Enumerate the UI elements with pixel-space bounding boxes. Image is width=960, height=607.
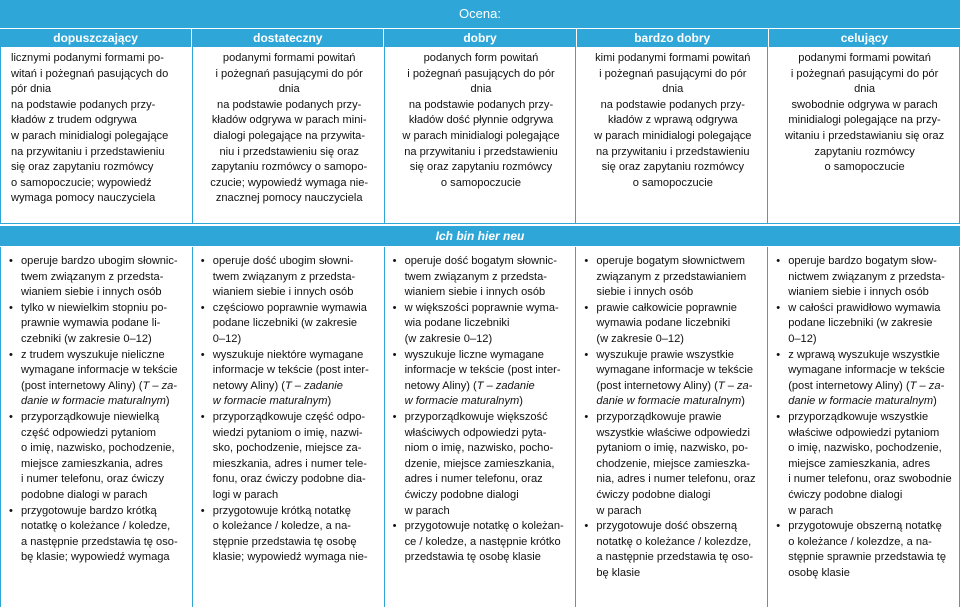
criteria-line: na przywitaniu i przedstawieniu — [404, 145, 558, 158]
criteria-line: wymagane informacje w tekście — [596, 364, 753, 377]
criteria-line: nia, adres i numer telefonu, oraz — [596, 473, 756, 486]
grade-4-header: bardzo dobry — [577, 29, 769, 47]
criteria-line: • przyporządkowuje większość — [404, 410, 548, 423]
criteria-line: • z trudem wyszukuje nieliczne — [21, 348, 165, 361]
grade-5-header: celujący — [840, 31, 889, 45]
section-cell-grade-4 — [576, 247, 768, 607]
criteria-line: dialogi polegające na przywita- — [213, 129, 366, 142]
criteria-line: i pożegnań pasującymi do pór — [215, 67, 363, 80]
criteria-line: • przyporządkowuje prawie — [596, 410, 722, 423]
grade-1-header: dopuszczający — [0, 29, 192, 47]
criteria-line: • operuje bardzo ubogim słownic- — [21, 255, 178, 267]
criteria-line: podanymi formami powitań — [798, 52, 931, 64]
criteria-line: • z wprawą wyszukuje wszystkie — [788, 348, 940, 361]
criteria-line: wymawia podane liczebniki — [596, 317, 731, 330]
criteria-line: • w całości prawidłowo wymawia — [788, 301, 941, 314]
criteria-line: w parach — [788, 504, 834, 517]
criteria-line: kładów odgrywa w parach mini- — [211, 114, 367, 127]
criteria-line: • tylko w niewielkim stopniu po- — [21, 301, 168, 314]
criteria-line: netowy Aliny) (T – zadanie — [404, 379, 535, 392]
criteria-line: wianiem siebie i innych osób — [404, 286, 546, 299]
criteria-line: wianiem siebie i innych osób — [788, 286, 929, 299]
criteria-line: i pożegnań pasującymi do pór — [599, 67, 747, 80]
criteria-line: licznymi podanymi formami po- — [11, 52, 164, 64]
criteria-line: kimi podanymi formami powitań — [595, 52, 751, 64]
criteria-line: pytaniom o imię, nazwisko, po- — [596, 442, 749, 455]
criteria-cell-grade-3 — [385, 47, 577, 223]
criteria-line: w parach minidialogi polegające — [594, 129, 752, 142]
criteria-bullet — [393, 348, 570, 410]
criteria-line: na podstawie podanych przy- — [408, 98, 554, 111]
criteria-bullet — [776, 410, 953, 519]
criteria-line: netowy Aliny) (T – zadanie — [212, 379, 343, 392]
criteria-bullet — [584, 348, 761, 410]
criteria-line: adres i numer telefonu, oraz — [404, 473, 543, 486]
criteria-line: ćwiczy podobne dialogi — [788, 488, 903, 501]
criteria-line: 0–12) — [788, 332, 817, 345]
criteria-bullet — [776, 519, 953, 581]
criteria-line: informacje w tekście (post inter- — [212, 364, 369, 377]
section-cell-grade-5 — [768, 247, 960, 607]
criteria-bullet — [201, 348, 378, 410]
criteria-line: a następnie przedstawia tę oso- — [596, 551, 754, 564]
criteria-line: się oraz zapytaniu rozmówcy — [409, 161, 553, 174]
grade-3-header: dobry — [384, 29, 576, 47]
criteria-bullet — [584, 301, 761, 348]
criteria-line: prawnie wymawia podane li- — [21, 317, 161, 330]
criteria-bullet — [201, 301, 378, 348]
criteria-line: (post internetowy Aliny) (T – za- — [596, 379, 753, 392]
criteria-bullet — [201, 410, 378, 504]
criteria-line: miejsce zamieszkania, adres — [788, 457, 930, 470]
criteria-line: na podstawie podanych przy- — [600, 98, 745, 111]
criteria-line: i numer telefonu, oraz ćwiczy — [21, 473, 165, 486]
criteria-line: notatkę o koleżance / koledze, — [21, 520, 171, 533]
criteria-line: na przywitaniu i przedstawieniu — [11, 145, 165, 158]
criteria-line: przedstawia tę osobę klasie — [404, 551, 541, 564]
criteria-bullet — [9, 410, 186, 504]
criteria-line: bę klasie — [596, 566, 641, 579]
criteria-line: kładów z trudem odgrywa — [11, 114, 137, 127]
criteria-bullet — [393, 519, 570, 566]
criteria-line: w formacie maturalnym) — [404, 395, 523, 408]
criteria-line: twem związanym z przedsta- — [404, 270, 548, 283]
criteria-bullet — [776, 348, 953, 410]
criteria-line: podane liczebniki (w zakresie — [212, 317, 358, 330]
criteria-line: • operuje dość bogatym słownic- — [404, 255, 557, 267]
criteria-line: niom o imię, nazwisko, pocho- — [404, 442, 554, 455]
criteria-bullet — [776, 254, 953, 301]
criteria-line: i pożegnań pasującymi do pór — [790, 67, 939, 80]
criteria-line: kładów dość płynnie odgrywa — [408, 114, 554, 127]
criteria-line: swobodnie odgrywa w parach — [791, 98, 938, 111]
criteria-line: danie w formacie maturalnym) — [596, 395, 745, 408]
criteria-line: • wyszukuje niektóre wymagane — [212, 348, 364, 361]
criteria-line: • przygotowuje krótką notatkę — [212, 504, 351, 517]
criteria-bullet — [393, 410, 570, 519]
criteria-line: stępnie przedstawia tę osobę — [212, 535, 357, 548]
criteria-line: na podstawie podanych przy- — [11, 98, 156, 111]
criteria-line: wianiem siebie i innych osób — [212, 286, 354, 299]
criteria-line: o koleżance / kolezdze, a na- — [788, 535, 932, 548]
criteria-line: • przyporządkowuje niewielką — [21, 410, 160, 423]
criteria-line: • w większości poprawnie wyma- — [404, 301, 559, 314]
criteria-bullet — [9, 504, 186, 566]
criteria-line: a następnie przedstawia tę oso- — [21, 535, 178, 548]
criteria-line: wianiem siebie i innych osób — [21, 286, 162, 299]
criteria-line: nictwem związanym z przedsta- — [788, 270, 945, 283]
criteria-line: dnia — [854, 83, 876, 96]
criteria-line: pór dnia — [11, 83, 52, 96]
criteria-line: 0–12) — [212, 332, 242, 345]
criteria-bullet — [9, 301, 186, 348]
criteria-line: czucie; wypowiedź wymaga nie- — [210, 176, 369, 189]
criteria-line: (w zakresie 0–12) — [404, 332, 493, 345]
criteria-line: fonu, oraz ćwiczy podobne dia- — [212, 473, 366, 486]
criteria-line: • przygotowuje dość obszerną — [596, 520, 737, 533]
criteria-line: o samopoczucie — [632, 176, 713, 189]
greetings-criteria-row — [0, 47, 960, 224]
criteria-line: • operuje bardzo bogatym słow- — [788, 255, 937, 267]
criteria-line: • przygotowuje notatkę o koleżan- — [404, 520, 564, 533]
criteria-line: ćwiczy podobne dialogi — [404, 488, 519, 501]
criteria-line: (post internetowy Aliny) (T – za- — [788, 379, 945, 392]
criteria-line: podanymi formami powitań — [222, 52, 356, 64]
criteria-line: ćwiczy podobne dialogi — [596, 488, 711, 501]
section-criteria-row — [0, 247, 960, 607]
criteria-bullet — [584, 410, 761, 519]
criteria-line: i pożegnań pasujących do pór — [407, 67, 555, 80]
criteria-line: dnia — [470, 83, 492, 96]
criteria-line: chodzenie, miejsce zamieszka- — [596, 457, 750, 470]
section-cell-grade-3 — [385, 247, 577, 607]
criteria-line: się oraz zapytaniu rozmówcy — [11, 161, 154, 174]
criteria-line: sko, pochodzenie, miejsce za- — [212, 442, 362, 455]
criteria-line: bę klasie; wypowiedź wymaga — [21, 551, 170, 564]
criteria-line: w parach minidialogi polegające — [11, 129, 169, 142]
criteria-line: danie w formacie maturalnym) — [788, 395, 937, 408]
criteria-cell-grade-1 — [0, 47, 193, 223]
criteria-line: wszystkie właściwe odpowiedzi — [596, 426, 750, 439]
criteria-line: • przyporządkowuje wszystkie — [788, 410, 929, 423]
criteria-line: w formacie maturalnym) — [212, 395, 332, 408]
criteria-line: wymagane informacje w tekście — [788, 364, 945, 377]
criteria-bullet — [393, 301, 570, 348]
criteria-line: o imię, nazwisko, pochodzenie, — [788, 442, 942, 455]
criteria-line: o koleżance / koledze, a na- — [212, 520, 351, 533]
section-cell-grade-1 — [0, 247, 193, 607]
criteria-line: • operuje dość ubogim słowni- — [212, 255, 354, 267]
criteria-line: niu i przedstawieniu się oraz — [219, 145, 359, 158]
criteria-line: • operuje bogatym słownictwem — [596, 255, 745, 267]
criteria-line: dzenie, miejsce zamieszkania, — [404, 457, 555, 470]
criteria-bullet — [584, 254, 761, 301]
grade-2-header: dostateczny — [192, 29, 384, 47]
criteria-line: notatkę o koleżance / kolezdze, — [596, 535, 752, 548]
criteria-line: znacznej pomocy nauczyciela — [215, 192, 363, 205]
criteria-bullet — [9, 254, 186, 301]
criteria-line: • przygotowuje bardzo krótką — [21, 504, 157, 517]
criteria-line: witań i pożegnań pasujących do — [11, 67, 169, 80]
criteria-cell-grade-4 — [576, 47, 768, 223]
criteria-line: (post internetowy Aliny) (T – za- — [21, 379, 177, 392]
criteria-line: (w zakresie 0–12) — [596, 332, 684, 345]
criteria-line: część odpowiedzi pytaniom — [21, 426, 157, 439]
criteria-line: osobę klasie — [788, 566, 850, 579]
criteria-bullet — [201, 504, 378, 566]
criteria-line: właściwe odpowiedzi pytaniom — [788, 426, 940, 439]
table-title: Ocena: — [0, 0, 960, 29]
criteria-line: zapytaniu rozmówcy — [814, 145, 915, 158]
criteria-line: dnia — [278, 83, 300, 96]
criteria-line: twem związanym z przedsta- — [212, 270, 356, 283]
criteria-line: twem związanym z przedsta- — [21, 270, 164, 283]
criteria-line: wia podane liczebniki — [404, 317, 510, 330]
criteria-line: minidialogi polegające na przy- — [788, 114, 941, 127]
criteria-line: informacje w tekście (post inter- — [404, 364, 561, 377]
criteria-cell-grade-5 — [768, 47, 960, 223]
criteria-line: danie w formacie maturalnym) — [21, 395, 170, 408]
section-header: Ich bin hier neu — [0, 226, 960, 246]
criteria-line: w parach — [404, 504, 450, 517]
criteria-line: podanych form powitań — [423, 52, 539, 64]
criteria-line: wymagane informacje w tekście — [21, 364, 178, 377]
criteria-line: kładów z wprawą odgrywa — [608, 114, 738, 127]
criteria-bullet — [393, 254, 570, 301]
criteria-line: mieszkania, adres i numer tele- — [212, 457, 367, 470]
criteria-line: o imię, nazwisko, pochodzenie, — [21, 442, 175, 455]
criteria-line: o samopoczucie — [440, 176, 522, 189]
criteria-line: czebniki (w zakresie 0–12) — [21, 332, 152, 345]
criteria-line: wymaga pomocy nauczyciela — [11, 192, 156, 205]
criteria-bullet — [201, 254, 378, 301]
criteria-line: ce / koledze, a następnie krótko — [404, 535, 561, 548]
criteria-bullet — [584, 519, 761, 581]
criteria-line: • przyporządkowuje część odpo- — [212, 410, 366, 423]
criteria-line: się oraz zapytaniu rozmówcy — [601, 161, 744, 174]
grade-header-row — [0, 29, 960, 47]
criteria-line: i numer telefonu, oraz swobodnie — [788, 473, 952, 486]
criteria-line: witaniu i przedstawianiu się oraz — [785, 129, 945, 142]
criteria-line: • wyszukuje prawie wszystkie — [596, 348, 734, 361]
criteria-line: o samopoczucie; wypowiedź — [11, 176, 152, 189]
criteria-line: zapytaniu rozmówcy o samopo- — [211, 161, 368, 174]
criteria-line: podobne dialogi w parach — [21, 488, 148, 501]
criteria-line: na przywitaniu i przedstawieniu — [596, 145, 750, 158]
criteria-bullet — [9, 348, 186, 410]
criteria-line: klasie; wypowiedź wymaga nie- — [212, 551, 368, 564]
criteria-line: miejsce zamieszkania, adres — [21, 457, 163, 470]
criteria-line: dnia — [662, 83, 684, 96]
criteria-line: w parach — [596, 504, 642, 517]
section-cell-grade-2 — [193, 247, 385, 607]
criteria-line: • wyszukuje liczne wymagane — [404, 348, 544, 361]
criteria-line: właściwych odpowiedzi pyta- — [404, 426, 547, 439]
criteria-bullet — [776, 301, 953, 348]
criteria-line: • przygotowuje obszerną notatkę — [788, 520, 942, 533]
criteria-line: na podstawie podanych przy- — [217, 98, 362, 111]
criteria-line: • częściowo poprawnie wymawia — [212, 301, 367, 314]
criteria-line: związanym z przedstawianiem — [596, 270, 747, 283]
criteria-line: • prawie całkowicie poprawnie — [596, 301, 737, 314]
criteria-cell-grade-2 — [193, 47, 385, 223]
criteria-line: wiedzi pytaniom o imię, nazwi- — [212, 426, 363, 439]
criteria-line: stępnie sprawnie przedstawia tę — [788, 551, 947, 564]
criteria-line: podane liczebniki (w zakresie — [788, 317, 933, 330]
criteria-line: w parach minidialogi polegające — [402, 129, 560, 142]
criteria-line: siebie i innych osób — [596, 286, 694, 299]
criteria-line: logi w parach — [212, 488, 279, 501]
criteria-line: o samopoczucie — [824, 161, 905, 174]
